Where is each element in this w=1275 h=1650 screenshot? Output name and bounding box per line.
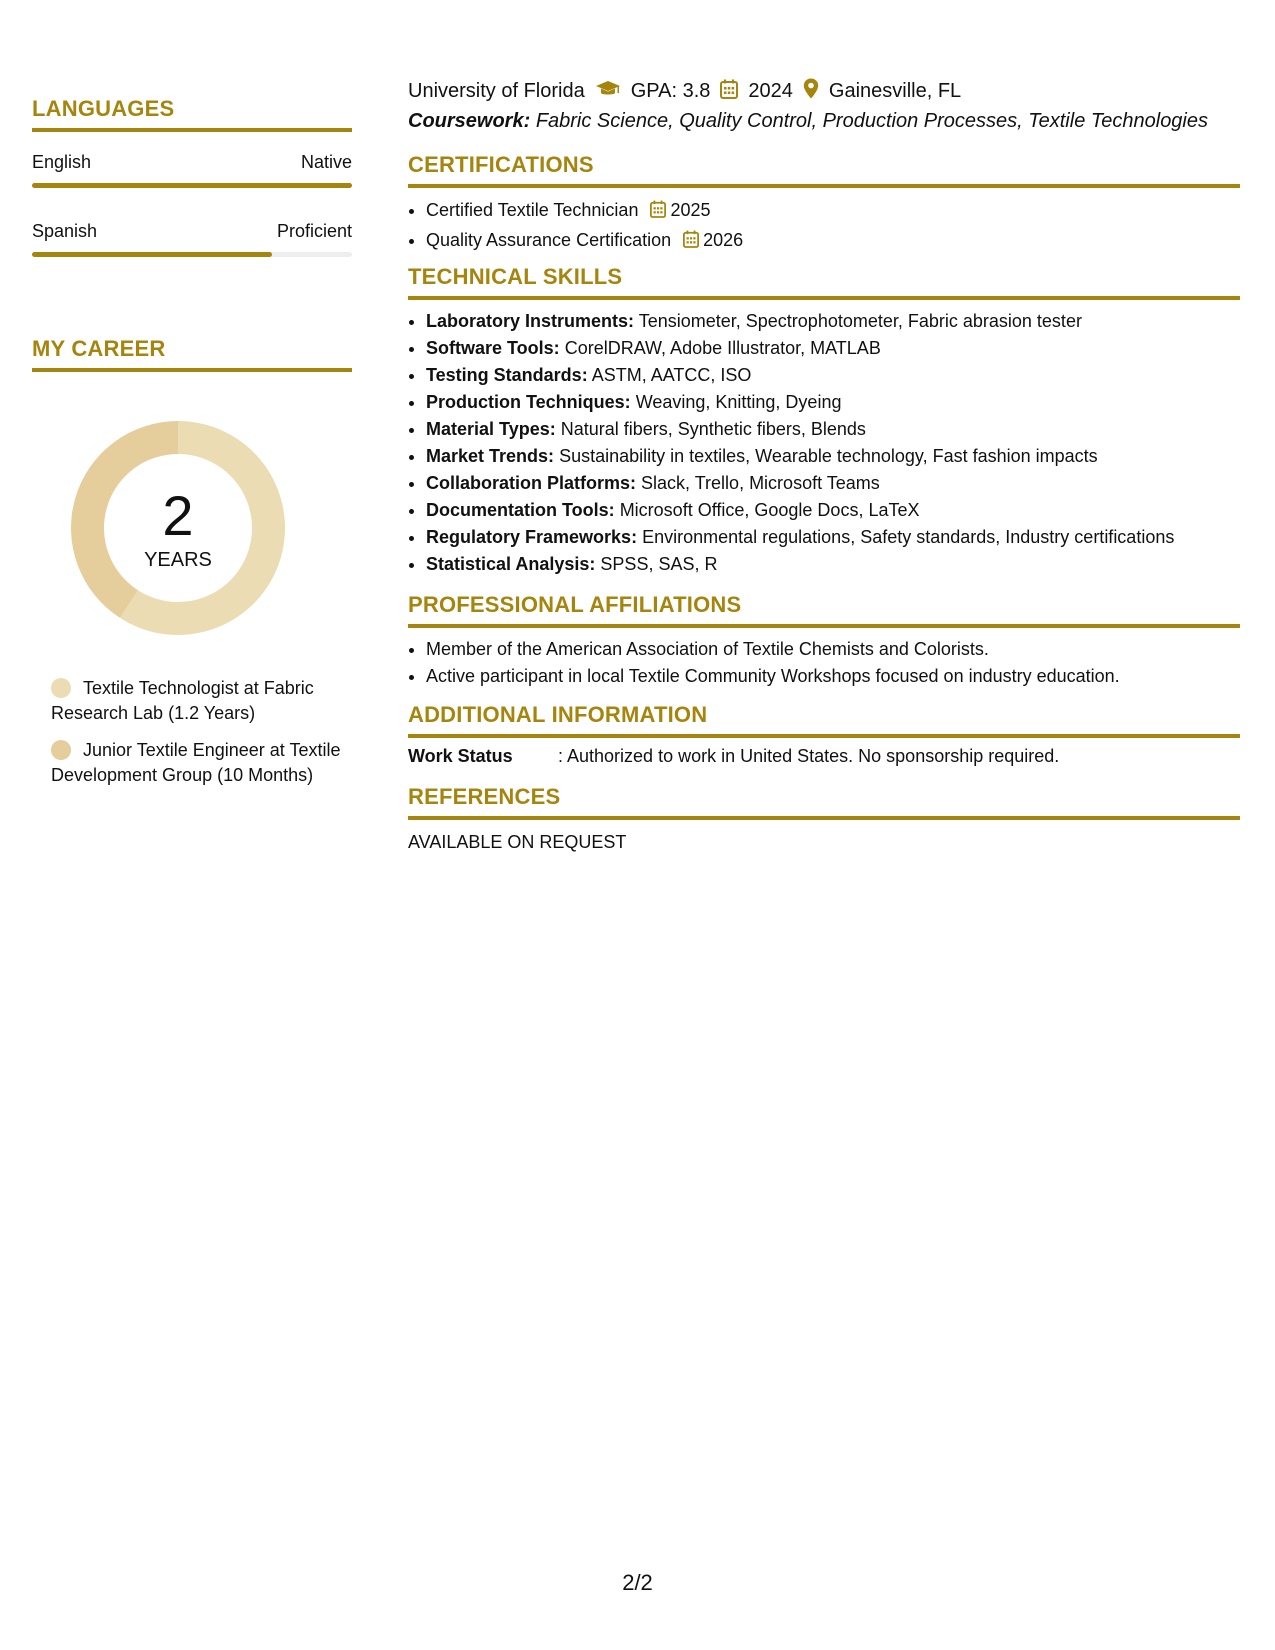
language-proficiency-fill xyxy=(32,252,272,257)
skill-label: Material Types: xyxy=(426,419,556,439)
skill-item xyxy=(426,362,1240,389)
references-section xyxy=(408,784,1240,853)
calendar-icon xyxy=(720,79,738,105)
skills-section xyxy=(408,264,1240,578)
legend-dot xyxy=(51,678,71,698)
skill-value: Natural fibers, Synthetic fibers, Blends xyxy=(560,419,866,439)
skill-value: CorelDRAW, Adobe Illustrator, MATLAB xyxy=(564,338,881,358)
location-pin-icon xyxy=(803,78,819,105)
skill-value: Sustainability in textiles, Wearable technology, Fast fashion impacts xyxy=(559,446,1098,466)
skill-label: Collaboration Platforms: xyxy=(426,473,637,493)
gpa: GPA: 3.8 xyxy=(630,80,711,102)
skill-label: Testing Standards: xyxy=(426,365,588,385)
school-location: Gainesville, FL xyxy=(828,80,962,102)
language-proficiency-fill xyxy=(32,183,352,188)
calendar-icon xyxy=(650,198,666,226)
legend-dot xyxy=(51,740,71,760)
affiliations-heading: PROFESSIONAL AFFILIATIONS xyxy=(408,592,1240,628)
skill-value: Microsoft Office, Google Docs, LaTeX xyxy=(619,500,920,520)
skill-value: ASTM, AATCC, ISO xyxy=(591,365,752,385)
career-item-text: Textile Technologist at Fabric Research Lab (1.2 Years) xyxy=(51,678,314,723)
skill-label: Documentation Tools: xyxy=(426,500,615,520)
skill-item xyxy=(426,335,1240,362)
coursework-label: Coursework: xyxy=(408,110,531,132)
school-name: University of Florida xyxy=(408,80,585,102)
skill-value: Environmental regulations, Safety standards, Industry certifications xyxy=(642,527,1175,547)
additional-info-heading: ADDITIONAL INFORMATION xyxy=(408,702,1240,738)
language-level: Proficient xyxy=(276,221,352,241)
language-proficiency-bar xyxy=(32,252,352,257)
certifications-heading: CERTIFICATIONS xyxy=(408,152,1240,188)
skill-item xyxy=(426,308,1240,335)
page-number: 2/2 xyxy=(622,1570,653,1595)
additional-info-section xyxy=(408,702,1240,772)
skill-value: Slack, Trello, Microsoft Teams xyxy=(641,473,880,493)
career-heading: MY CAREER xyxy=(32,336,352,372)
skill-value: Tensiometer, Spectrophotometer, Fabric abrasion tester xyxy=(638,311,1082,331)
certifications-list xyxy=(408,196,1240,256)
language-name: English xyxy=(32,152,92,172)
skills-heading: TECHNICAL SKILLS xyxy=(408,264,1240,300)
list-item: • Active participant in local Textile Community Workshops focused on industry education. xyxy=(426,663,1240,690)
skill-item xyxy=(426,416,1240,443)
graduation-year: 2024 xyxy=(748,80,793,102)
skill-label: Regulatory Frameworks: xyxy=(426,527,638,547)
skill-value: Weaving, Knitting, Dyeing xyxy=(635,392,842,412)
language-level: Native xyxy=(300,152,352,172)
career-total-unit: YEARS xyxy=(144,549,212,571)
skill-label: Market Trends: xyxy=(426,446,555,466)
certification-name: Quality Assurance Certification xyxy=(426,230,672,250)
coursework-text: Fabric Science, Quality Control, Production Processes, Textile Technologies xyxy=(535,110,1208,132)
list-item xyxy=(426,226,1240,256)
career-legend-item xyxy=(51,676,341,726)
certifications-section xyxy=(408,152,1240,256)
skill-item xyxy=(426,443,1240,470)
education-line xyxy=(408,78,961,105)
skill-label: Production Techniques: xyxy=(426,392,631,412)
references-heading: REFERENCES xyxy=(408,784,1240,820)
skill-label: Laboratory Instruments: xyxy=(426,311,635,331)
references-text: AVAILABLE ON REQUEST xyxy=(408,832,627,852)
skill-item xyxy=(426,389,1240,416)
work-status-value: : Authorized to work in United States. No sponsorship required. xyxy=(558,746,1060,766)
skill-item xyxy=(426,551,1240,578)
work-status-row xyxy=(408,746,1240,772)
language-proficiency-bar xyxy=(32,183,352,188)
affiliations-list xyxy=(408,636,1240,690)
skills-list xyxy=(408,308,1240,578)
work-status-label: Work Status xyxy=(408,746,513,766)
affiliations-section xyxy=(408,592,1240,690)
languages-heading: LANGUAGES xyxy=(32,96,352,132)
skill-label: Statistical Analysis: xyxy=(426,554,596,574)
skill-label: Software Tools: xyxy=(426,338,560,358)
career-total-value: 2 xyxy=(162,484,194,547)
certification-year: 2026 xyxy=(703,230,744,250)
coursework-line xyxy=(408,110,1208,133)
list-item xyxy=(426,196,1240,226)
graduation-cap-icon xyxy=(595,80,621,104)
skill-item xyxy=(426,524,1240,551)
certification-year: 2025 xyxy=(670,200,711,220)
career-legend xyxy=(51,676,341,800)
language-name: Spanish xyxy=(32,221,98,241)
skill-value: SPSS, SAS, R xyxy=(600,554,718,574)
certification-name: Certified Textile Technician xyxy=(426,200,639,220)
calendar-icon xyxy=(683,228,699,256)
list-item: • Member of the American Association of Textile Chemists and Colorists. xyxy=(426,636,1240,663)
career-item-text: Junior Textile Engineer at Textile Development Group (10 Months) xyxy=(51,740,341,785)
skill-item xyxy=(426,497,1240,524)
career-total xyxy=(66,416,290,640)
skill-item xyxy=(426,470,1240,497)
career-legend-item xyxy=(51,738,341,788)
